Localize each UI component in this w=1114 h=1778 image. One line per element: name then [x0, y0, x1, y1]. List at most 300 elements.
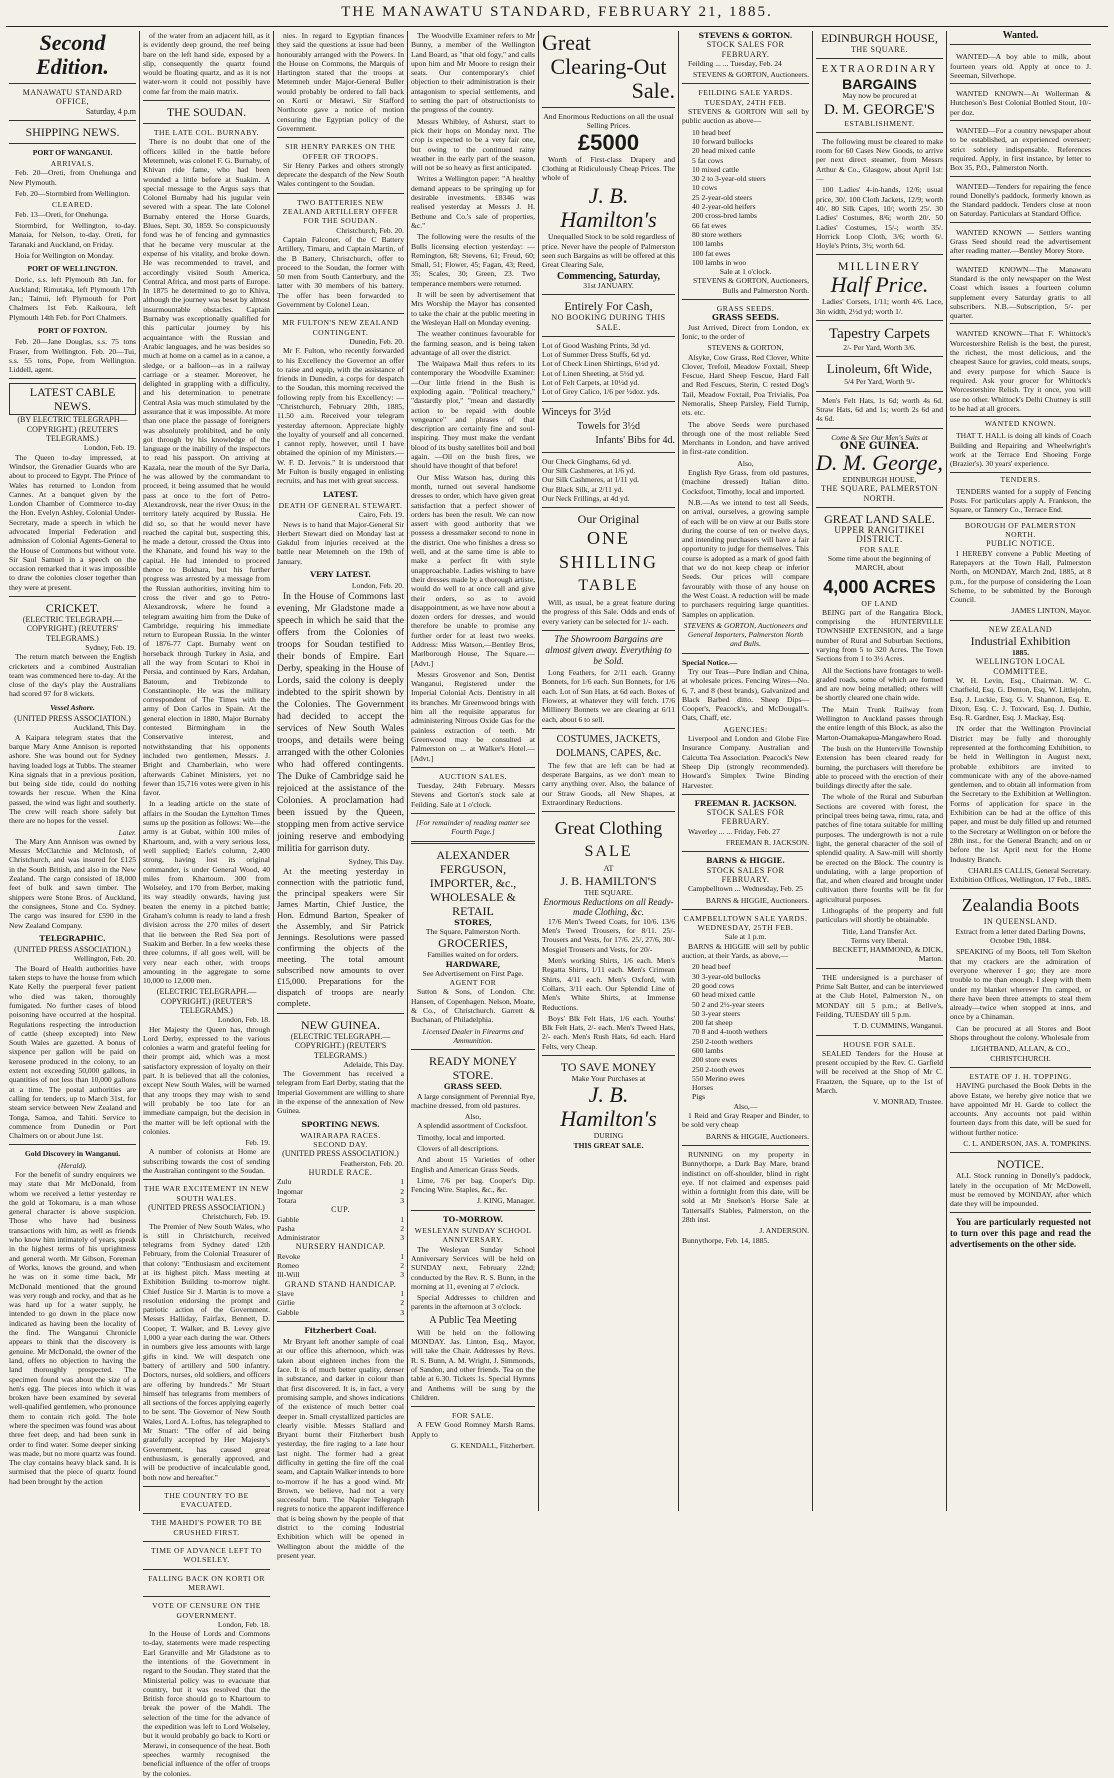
london18b: London, Feb. 18. — [217, 1619, 270, 1629]
feb19: Feb. 19. — [245, 1138, 270, 1148]
particular: You are particularly requested not to turn over this page and read the advertisements on the other side. — [950, 1217, 1091, 1250]
vessel-sub: (UNITED PRESS ASSOCIATION.) — [14, 714, 131, 724]
tele-place: Wellington, Feb. 20. — [73, 954, 136, 964]
col2-top: of the water from an adjacent hill, as it is evidently deep ground, the reef being bare on the left hand side, exposed by a slip, consequently the quartz found would be floating quartz, and as it is not water-worn it could not possibly have come far from the main matrix. — [143, 31, 270, 96]
stock-item: 10 head beef — [692, 127, 731, 137]
result-place: 2 — [400, 1261, 404, 1271]
wanted-3: WANTED—For a country newspaper about to be established, an experienced overseer; strict sobriety indispensable. References required. Apply, in first instance, by letter to Box 35, P.O., Palmerston North. — [950, 123, 1091, 176]
stock-item: 20 head mixed cattle — [692, 146, 756, 156]
columns — [6, 30, 1108, 1778]
shirts: Men's working Shirts, 1/6 each. Men's Regatta Shirts, 1/11 each. Men's Crimean Shirts, 4/11 each. Men's Oxford, with Collars, 3/11 each. Our Splendid Line of Men's White Shirts, at Immense Reductions. — [542, 956, 675, 1012]
bh-also: Also,— — [733, 1101, 758, 1111]
checks-list — [542, 457, 675, 503]
wholesale: WHOLESALE & RETAIL — [430, 889, 516, 918]
winceys: Winceys for 3½d — [542, 406, 611, 418]
fitz-heading: Fitzherbert Coal. — [304, 1325, 377, 1335]
unequalled: Unequalled Stock to be sold regardless of price. Never have the people of Palmerston seen such Bargains as will be offered at this Great Clearing Sale, — [542, 232, 675, 270]
leading-text: In a leading article on the state of affairs in the Soudan the Lyttelton Times sums up the position as follows: We—the army is at Gubat, within 100 miles of Khartoum, and, with a very serious loss, well supplied; Earle's column, 2,400 strong, having lost its original commander, is under General Wood, 40 miles from Khartoum. 300 from Wolseley, and 170 from Berber, making its way steadily onwards, having just beaten the enemy in a pitched battle; Graham's column is ready to land a fresh division across the 270 miles of desert that lie between the Red Sea port of Suakim and Berber. In a few weeks these three columns, if all goes well, will be very near each other, with troops amounting in the aggregate to some 10,000 to 12,000 men. — [143, 799, 270, 986]
linoleum: Linoleum, 6ft Wide, — [826, 361, 933, 377]
chch20: Christchurch, Feb. 20. — [336, 225, 404, 235]
result-horse: Romeo — [277, 1261, 299, 1271]
masthead — [6, 4, 1108, 27]
result-horse: Slave — [277, 1288, 294, 1298]
writes-text: Writes a Wellington paper: "A healthy demand appears to be springing up for desirable investments. £8346 was realised yesterday at Messrs J. H. Bethune and Co.'s sale of properties, &c." — [411, 174, 535, 230]
sg-stock: STOCK SALES FOR FEBRUARY. — [706, 40, 785, 59]
agencies: AGENCIES: — [723, 724, 768, 734]
column-1 — [6, 31, 140, 1511]
wanted-7: WANTED KNOWN—That F. Whittock's Worcestershire Relish is the best, the purest, the richest, the most delicious, and the cheapest Sauce for gravies, cold meats, soups, and every purpose for which Sauce is required. Ask your grocer for Whittock's Worcestershire Relish. Try it once, you will use no other. Whittock's Delhi Chutney is still to be had at all grocers. — [950, 326, 1091, 417]
half-price: Half Price. — [830, 272, 929, 298]
felt-hats: Men's Felt Hats, 1s 6d; worth 4s 6d. Straw Hats, 6d and 1s; worth 2s 6d and 4s 6d. — [816, 395, 943, 424]
tomorrow-heading: TO-MORROW. — [443, 1214, 503, 1224]
advert-text: It will be seen by advertisement that Mrs Worship the Mayor has consented to take the chair at the public meeting in the Wesleyan Hall on Monday evening. — [411, 290, 535, 327]
tele-text: The Board of Health authorities have taken steps to have the house from which Kate Kelly the puerperal fever patient who died was taken, thoroughly fumigated. No further cases of blood poisoning have occurred at the hospital. Regulations respecting the introduction of cattle (sheep excepted) into New South Wales are gazetted. A bonus of sixpence per gallon will be paid on kerosene produced in the colony, to an extent not exceeding 50,000 gallons, in quantities of not less than 10,000 gallons at a time. The postal authorities are calling for tenders, up to March 31st, for steam service between New Zealand and Tonga, Samoa, and Tahiti. Service to commence from Dunedin or Port Chalmers on or about June 1st. — [9, 963, 136, 1141]
stock-item: 50 3-year steers — [692, 1008, 741, 1018]
running: RUNNING on my property in Bunnythorpe, a Dark Bay Mare, brand indistinct on off-shoulder, blind in right eye. If not claimed and expenses paid within a fortnight from this date, will be sold at Mr Snelson's Horse Sale at Tattersall's Stables, Palmerston, on the 28th inst. — [682, 1149, 809, 1225]
bh-head: BARNS & HIGGIE. — [706, 856, 785, 866]
departures: Stormbird, for Wellington, to-day. Manaia, for Nelson, to-day. Oreti, for Taranaki and Auckland, on Friday. — [9, 220, 136, 249]
kendall: G. KENDALL, Fitzherbert. — [450, 1441, 535, 1450]
cable-sub: (BY ELECTRIC TELEGRAPH—COPYRIGHT.) (REUTER'S TELEGRAMS.) — [17, 415, 128, 444]
tapestry: Tapestry Carpets — [828, 326, 930, 343]
bibs: Infants' Bibs for 4d. — [595, 434, 675, 446]
tap-price: 2/- Per Yard, Worth 3/6. — [843, 343, 916, 353]
time-heading: TIME OF ADVANCE LEFT TO WOLSELEY. — [151, 1546, 262, 1565]
port-wellington: PORT OF WELLINGTON. — [27, 264, 118, 274]
worth-text: Worth of First-class Drapery and Clothing at Ridiculously Cheap Prices. The whole of — [542, 154, 675, 183]
grand-results — [277, 1289, 404, 1317]
col3-top: nies. In regard to Egyptian finances they said the questions at issue had been honourably arranged with the Powers. In the House on Commons, the Marquis of Hartington stated that the troops at Metemneh under Major-General Buller would probably be ordered to fall back on Korti or Merawi. Sir Stafford Northcote gave a notice of motion censuring the Egyptian policy of the Government. — [277, 31, 404, 133]
arrival-2: Feb. 20—Stormbird from Wellington. — [15, 189, 131, 199]
result-place: 1 — [400, 1214, 404, 1224]
stock-item: 10 cows — [692, 183, 718, 193]
stock-item: 600 lambs — [692, 1045, 724, 1055]
result-place: 3 — [400, 1270, 404, 1280]
column-2 — [140, 31, 274, 1778]
result-horse: Pasha — [277, 1223, 295, 1233]
check-item: Our Check Ginghams, 6d yd. — [542, 456, 632, 466]
millinery: MILLINERY — [837, 259, 922, 274]
one-shilling: ONE SHILLING — [559, 528, 658, 573]
lime: Lime, 7/6 per bag. Cooper's Dip. Fencing Wire. Staples, &c., &c. — [411, 1175, 535, 1195]
wesleyan-text: The Wesleyan Sunday School Anniversary Services will be held on SUNDAY next, February 22nd; conducted by the Rev. R. S. Bunn, in the morning at 11, evening at 7 o'clock. — [411, 1244, 535, 1291]
gs-eng: English Rye Grass, from old pastures, (machine dressed) Italian ditto. Cocksfoot, Timothy, local and imported. — [682, 468, 809, 496]
tenders-text: TENDERS wanted for a supply of Fencing Posts. For particulars apply A. Frankson, the Square, or Tannery Co., Terrace End. — [950, 484, 1091, 519]
mails: Hoia for Wellington on Monday. — [15, 250, 114, 260]
result-horse: Gabble — [277, 1307, 299, 1317]
later-text: The Mary Ann Annison was owned by Messrs McClatchie and McIntosh, of Christchurch, and was insured for £125 in the South British, and also in the New Zealand. The cargo consisted of 18,000 feet of bulk and sawn timber. The shippers were Stone Bros. of Auckland, the consignees, Stone and Co. Sydney. The cargo was insured for £590 in the New Zealand Company. — [9, 836, 136, 930]
cairo-place: Cairo, Feb. 19. — [358, 510, 404, 520]
sq-2: THE SQUARE, PALMERSTON NORTH. — [820, 484, 938, 503]
railway: The Main Trunk Railway from Wellington to Auckland passes through the entire length of this Block, as also the Marton-Otamakapua-Mangawhero Road. — [816, 704, 943, 742]
result-place: 1 — [400, 1251, 404, 1261]
stock-item: 100 fat ewes — [692, 248, 731, 258]
stock-item: 200 cross-bred lambs — [692, 211, 757, 221]
sale-word: Sale. — [631, 78, 675, 103]
agencies-text: Liverpool and London and Globe Fire Insurance Company. Australian and Calcutta Tea Association. Peacock's New Sheep Dip (strongly recommended). Howard's Simplex Twine Binding Harvester. — [682, 734, 809, 790]
groceries: GROCERIES, — [438, 936, 508, 951]
wesleyan-heading: WESLEYAN SUNDAY SCHOOL ANNIVERSARY. — [414, 1226, 532, 1245]
extract: Extract from a letter dated Darling Downs, October 19th, 1884. — [955, 926, 1086, 946]
edition-heading: Second Edition. — [36, 30, 109, 79]
house-for-sale: HOUSE FOR SALE. — [843, 1039, 916, 1049]
parkes-heading: SIR HENRY PARKES ON THE OFFER OF TROOPS. — [285, 142, 396, 161]
agent-for: AGENT FOR — [449, 978, 497, 988]
anderson: J. ANDERSON. — [759, 1226, 809, 1236]
stock-item: 60 head mixed cattle — [692, 990, 756, 1000]
great-clothing: Great Clothing — [554, 818, 663, 839]
hats: Boys' Blk Felt Hats, 1/6 each. Youths' Blk Felt Hats, 2/- each. Men's Tweed Hats, 2/- each. Men's Rush Hats, 6d each. Hard Felts, very Cheap. — [542, 1013, 675, 1051]
gold-text: For the benefit of sundry enquirers we may state that Mr McDonald, from whom we received a letter yesterday re the gold at Tokomaru, is a man whose general character is above suspicion. Those who have had business transactions with him, as well as friends who know him intimately of years, speak in the highest terms of his uprightness and general worth. Mr Gibson, Foreman of Works, knows the ground, and when he was on it some time back, Mr McDonald mentioned that the ground was very rough and rocky, and that as he was hard up for a water supply, he intended to go down in the place now indicated as having been the locality of the find. The Wanganui Chronicle appears to think that the discovery is genuine. Mr McDonald, the owner of the land, offers no objection to having the land thoroughly prospected. The specimen found was about the size of a hen's egg. The pieces into which it was broken have been examined by several well-qualified gentlemen, who pronounce them to contain rich gold. The hole where the specimen was found was about three feet deep, and had been sunk in order to find water. Some deeper sinking was made, but no more quartz was found. The clay contains heavy black sand. It is surmised that the piece of quartz found had been brought by the action — [9, 1169, 136, 1486]
table-text: Will, as usual, be a great feature during the progress of this Sale. Odds and ends of every variety can be selected for 1/- each. — [542, 598, 675, 626]
lots-list — [542, 341, 675, 397]
grosvenor-text: Messrs Grosvenor and Son, Dentist Wanganui, Registered under the Imperial Colonial Acts. Dentistry in all its branches. Mr Greenwood brings with him all the requisite apparatus for administering Nitrous Oxide Gas for the painless extraction of teeth. Mr Greenwood may be consulted at Palmerston on ... at Walker's Hotel.—[Advt.] — [411, 669, 535, 763]
bh-stock-list — [682, 962, 809, 1101]
the-square: THE SQUARE. — [584, 887, 633, 897]
importer: IMPORTER, &c., — [429, 875, 517, 890]
special-notice: Special Notice.— — [682, 657, 738, 667]
result-horse: Ill-Will — [277, 1270, 300, 1280]
linton: JAMES LINTON, Mayor. — [1011, 606, 1091, 616]
lot-item: Lot of Good Washing Prints, 3d yd. — [542, 340, 651, 350]
having: HAVING purchased the Book Debts in the above Estate, we hereby give notice that we have appointed Mr H. Garde to collect the accounts. Any accounts not paid within fourteen days from this date, will be sued for without further notice. — [950, 1081, 1091, 1137]
fall-heading: FALLING BACK ON KORTI OR MERAWI. — [148, 1573, 265, 1592]
column-4 — [408, 31, 539, 1511]
stores: STORES, — [454, 917, 492, 927]
enormous: Enormous Reductions on all Ready-made Clothing, &c. — [543, 896, 674, 917]
wanted-1: WANTED—A boy able to milk, about fourteen years old. Apply at once to J. Seeeman, Silverhope. — [950, 49, 1091, 84]
grand-heading: GRAND STAND HANDICAP. — [284, 1279, 397, 1289]
watson-text: Our Miss Watson has, during this month, turned out several handsome dresses to order, which have given great satisfaction that a perfect shower of orders has been the result. We can now assert with good authority that we possess a dressmaker second to none in the district. One who finishes a dress so well, and at the same time is able to make a perfect fit with style unapproachable. Ladies wishing to have their dresses made by a thorough artiste, would do well to at once call and give their orders, so as to avoid disappointment, as we have now about a dozen orders for dresses, and would therefore be unable to promise any further order for at least two weeks. Address: Miss Watson,—Bentley Bros, Marlborough House, The Square.—[Advt.] — [411, 472, 535, 668]
fitz-text: Mr Bryant left another sample of coal at our office this afternoon, which was taken about eighteen inches from the face. It is of much better quality, denser in substance, and darker in colour than that first discovered. It is, in fact, a very promising sample, and shows indications of the existence of much better coal deeper in. Small crystallized particles are clearly visible. Messrs Stallard and Bryant burnt their Fitzherbert bush yesterday, the fire raging to a late hour last night. The former had a great difficulty in getting the fire off the coal seam, and Captain Walker intends to bore to-morrow if he has a good wind. Mr Brown, we believe, had not a very successful burn. The Napier Telegraph regrets to notice the apparent indifference that is being shown by the people of that district to the coming Industrial Exhibition which will be opened in Wellington about the middle of the present year. — [277, 1337, 404, 1560]
result-place: 2 — [400, 1186, 404, 1196]
gs-sg: STEVENS & GORTON, — [707, 343, 784, 353]
arrivals-label: ARRIVALS. — [50, 159, 95, 169]
fulton-heading: MR FULTON'S NEW ZEALAND CONTINGENT. — [282, 318, 399, 337]
sg-feilding: Feilding ... ... Tuesday, Feb. 24 — [688, 58, 782, 68]
original: Our Original — [577, 512, 640, 527]
whitby-text: Messrs Whibley, of Ashurst, start to pick their hops on Monday next. The crop is expected to be a very fair one, but owing to the continued rainy weather in the early part of the season, will not be so heavy as first anticipated. — [411, 116, 535, 173]
of-land: OF LAND — [861, 598, 898, 608]
edin-2: EDINBURGH HOUSE, — [842, 475, 917, 485]
monrad: V. MONRAD, Trustee. — [872, 1097, 943, 1107]
tea-text: Will be held on the following MONDAY. Jas. Linton, Esq., Mayor, will take the Chair. Addresses by Revs. R. S. Bunn, A. M. Wright, J. Simmonds, of Sandon, and other friends. Tea on the table at 6.30. Tickets 1s. Special Hymns and Anthems will be sung by the Children. — [411, 1327, 535, 1402]
tele-sub: (UNITED PRESS ASSOCIATION.) — [14, 945, 131, 955]
extraordinary: EXTRAORDINARY — [821, 64, 938, 76]
woodville-text: The Woodville Examiner refers to Mr Bunny, a member of the Wellington Land Board, as "that old fogy," and calls upon him and Mr Moore to resign their seats. Our contemporary's chief objection to their administration is their antagonism to special settlements, and to setting the part of obstructionists to the progress of the country. — [411, 31, 535, 115]
stock-item: 80 store wethers — [692, 229, 742, 239]
gs-sig: STEVENS & GORTON, Auctioneers and General Importers, Palmerston North and Bulls. — [683, 620, 808, 649]
check-item: Our Neck Frillings, at 4d yd. — [542, 493, 630, 503]
come-see: Come & See Our Men's Suits at — [831, 432, 928, 442]
king-manager: J. KING, Manager. — [477, 1196, 535, 1206]
nobooking: NO BOOKING DURING THIS SALE. — [551, 313, 666, 332]
fulton-text: Mr F. Fulton, who recently forwarded to his Excellency the Governor an offer to raise and equip, with the assistance of friends in Dunedin, a corps for despatch to the Soudan, this morning received the following reply from his Excellency: — "Christchurch, February 20th, 1885, 11.50 a.m. Received your telegram yesterday afternoon. Appreciate highly the loyalty of yourself and all concerned. I cannot reply, however, until I have obtained the opinion of my Ministers.—W. F. D. Jervois." It is understood that Mr Fulton is busily engaged in enlisting recruits, and has met with great success. — [277, 346, 404, 486]
five-thousand: £5000 — [577, 129, 640, 155]
special-addresses: Special Addresses to children and parents in the afternoon at 3 o'clock. — [411, 1293, 535, 1312]
edin-square: THE SQUARE. — [850, 45, 909, 54]
costumes-text: The few that are left can be had at desperate Bargains, as we don't mean to carry anything over. Also, the balance of our Straw Goods, all New Shapes, at Extraordinary Reductions. — [542, 760, 675, 807]
result-horse: Girlie — [277, 1298, 295, 1308]
fj-stock: STOCK SALES FOR FEBRUARY. — [706, 808, 785, 827]
stock-item: 550 Merino ewes — [692, 1073, 745, 1083]
mil-text: Her Majesty the Queen has, through Lord Derby, expressed to the various colonies a warm and grateful feeling for their prompt aid, which was a most satisfactory expression of loyalty on their part. It is believed that all the colonies, except New South Wales, will be warned that any troops they may wish to send will probably be too late for an immediate campaign, but the decision in the matter will be left optional with the colonies. — [143, 1024, 270, 1136]
house-text: In the House of Lords and Commons to-day, statements were made respecting Earl Granville and Mr Gladstone as to the intentions of the Government in regard to the Soudan. They stated that the Ministerial policy was to evacuate that country, but it was resolved that the British force should go to Khartoum to break the power of the Mahdi. The selection of the time for the advance of the expedition was left to Lord Wolseley, but it would probably go back to Korti or Merawi, in consequence of the heat. Both speeches warmly recognised the beneficial influence of the offer of troops by the colonies. — [143, 1629, 270, 1778]
result-horse: Ingomar — [277, 1186, 303, 1196]
great: Great — [542, 30, 591, 55]
check-item: Our Silk Cashmeres, at 1/6 yd. — [542, 465, 636, 475]
gs-above: The above Seeds were purchased through one of the most reliable Seed Merchants in London, and have arrived in first-rate condition. — [682, 419, 809, 457]
timothy: Timothy, local and imported. — [417, 1132, 506, 1142]
sale-1: Sale at 1 o'clock. — [719, 267, 772, 277]
race-result — [277, 1289, 404, 1298]
cricket-text: The return match between the English cricketers and a combined Australian team was commenced here to-day. At the close of the day's play the Australians had scored 97 for 8 wickets. — [9, 652, 136, 699]
corsets: Ladies' Corsets, 1/11; worth 4/6. Lace, 3in width, 2½d yd; worth 1/. — [816, 297, 943, 316]
cricket-heading: CRICKET. — [45, 601, 100, 616]
public-notice: PUBLIC NOTICE. — [986, 539, 1055, 549]
clearing-out: Clearing-Out — [550, 54, 667, 79]
bunnythorpe: Bunnythorpe, Feb. 14, 1885. — [682, 1235, 770, 1245]
one-guinea: ONE GUINEA. — [840, 440, 919, 452]
race-result — [277, 1233, 404, 1242]
foxton-text: Feb. 20—Jane Douglas, s.s. 75 tons Fraser, from Wellington. Feb. 20—Tui, s.s. 55 tons, Pope, from Wellington. Liddell, agent. — [9, 337, 136, 375]
bh-camp: Campbelltown ... Wednesday, Feb. 25 — [688, 884, 803, 894]
bush: The bush on the Hunterville Township Extension has been cleared ready for burning, the purchasers will therefore be able to proceed with the erection of their buildings directly after the sale. — [816, 743, 943, 791]
stock-item: 70 8 and 4-tooth wethers — [692, 1027, 768, 1037]
nursery-heading: NURSERY HANDICAP. — [295, 1242, 386, 1252]
column-6 — [679, 31, 813, 1511]
burnaby-heading: THE LATE COL. BURNABY. — [153, 128, 260, 138]
wed: WEDNESDAY, 25TH FEB. — [697, 923, 794, 933]
hurdle-heading: HURDLE RACE. — [308, 1168, 373, 1178]
vote-heading: VOTE OF CENSURE ON THE GOVERNMENT. — [152, 1601, 261, 1620]
litho: Lithographs of the property and full particulars will shortly be obtainable. — [816, 906, 943, 925]
sale-2: SALE — [584, 843, 633, 861]
sg-head: STEVENS & GORTON. — [698, 31, 793, 40]
parkes-text: Sir Henry Parkes and others strongly deprecate the despatch of the New South Wales contingent to the Soudan. — [277, 160, 404, 189]
forsale-heading: FOR SALE. — [451, 1411, 495, 1421]
war-heading: THE WAR EXCITEMENT IN NEW SOUTH WALES. — [143, 1184, 270, 1203]
bh-sig2: BARNS & HIGGIE, Auctioneers. — [705, 1131, 809, 1141]
suits: 17/6 Men's Tweed Coats, for 10/6. 13/6 Men's Tweed Trousers, for 8/11. 25/- Trousers and Vests, for 17/6. 25/, 27/6, 30/- Mosgiel Trousers and Vests, for 20/- — [542, 916, 675, 954]
stock-item: 200 fat sheep — [692, 1018, 733, 1028]
upa-sub: (UNITED PRESS ASSOCIATION.) — [148, 1202, 265, 1212]
race-result — [277, 1308, 404, 1317]
result-place: 3 — [400, 1233, 404, 1243]
tuesday: TUESDAY, 24TH FEB. — [704, 97, 787, 107]
this-great-sale: THIS GREAT SALE. — [573, 1140, 644, 1150]
adelaide-place: Adelaide, This Day. — [343, 1059, 404, 1069]
london20: London, Feb. 20. — [351, 581, 404, 591]
death-text: News is to hand that Major-General Sir Herbert Stewart died on Monday last at Gakdul from injuries received at the battle near Metemneh on the 19th of January. — [277, 519, 404, 566]
cable-text: The Queen to-day impressed, at Windsor, the Grenadier Guards who are about to proceed to Egypt. The Prince of Wales has returned to London from Cannes. At a banquet given by the London Chamber of Commerce to-day the Hon. Evelyn Ashley, Colonial Under-Secretary, made a speech in which he advocated Imperial Federation and admission of Colonial Agents-General to the House of Commons but without vote. Sir Saul Samuel in a speech on the occasion remarked that it was impossible to draw the colonies closer together than they were at present. — [9, 452, 136, 592]
later-label: Later. — [118, 827, 136, 837]
result-place: 2 — [400, 1223, 404, 1233]
result-place: 3 — [400, 1307, 404, 1317]
result-horse: Gabble — [277, 1214, 299, 1224]
death-heading: DEATH OF GENERAL STEWART. — [278, 500, 403, 510]
batt-text: Captain Falconer, of the C Battery Artillery, Timaru, and Captain Martin, of the B Battery, Christchurch, offer to proceed to the Soudan, the former with 50 men from South Canterbury, and the latter with 30 members of his battery. The offer has been forwarded to Government by Colonel Lean. — [277, 234, 404, 310]
stock-item: 5 fat cows — [692, 155, 724, 165]
column-7 — [813, 31, 947, 1511]
square-address: The Square, Palmerston North. — [425, 926, 521, 936]
colonist-text: A number of colonists at Home are subscribing towards the cost of sending the Australian contingent to the Soudan. — [143, 1147, 270, 1176]
year: 1885. — [1011, 648, 1030, 658]
stock-item: 25 2-year-old steers — [692, 192, 753, 202]
stock-item: 250 2-tooth wethers — [692, 1036, 753, 1046]
industrial: Industrial Exhibition — [970, 634, 1071, 649]
hurdle-results — [277, 1177, 404, 1205]
port-wanganui: PORT OF WANGANUI. — [32, 147, 113, 157]
stock-item: Pigs — [692, 1092, 706, 1102]
gs-sub: GRASS SEEDS. — [711, 312, 780, 323]
result-horse: Revoke — [277, 1251, 301, 1261]
upper-rangitikei: UPPER RANGITIKEI DISTRICT. — [834, 525, 925, 545]
result-place: 2 — [400, 1298, 404, 1308]
stock-item: 66 fat ewes — [692, 220, 727, 230]
mahdi-heading: THE MAHDI'S POWER TO BE CRUSHED FIRST. — [150, 1518, 263, 1537]
for-sale: FOR SALE — [859, 544, 900, 554]
lot-item: Lot of Check Linen Shirtings, 6½d yd. — [542, 359, 660, 369]
feather-place: Featherston, Feb. 20. — [340, 1158, 404, 1168]
rams-text: A FEW Good Romney Marsh Rams. Apply to — [411, 1420, 535, 1439]
wanted-4: WANTED—Tenders for repairing the fence round Donelly's paddock, formerly known as the Standard paddock. Tenders close at noon on Saturday. Particulars at Standard Office. — [950, 179, 1091, 223]
stock-item: 100 lambs in woo — [692, 257, 747, 267]
sydney-place: Sydney, This Day. — [348, 856, 404, 866]
sometime: Some time about the beginning of MARCH, about — [827, 553, 932, 573]
anderson-tompkins: C. L. ANDERSON, JAS. A. TOMPKINS. — [963, 1138, 1091, 1148]
soudan-heading: THE SOUDAN. — [166, 105, 247, 120]
tea-heading: A Public Tea Meeting — [429, 1314, 517, 1326]
dm-george: D. M. GEORGE'S — [823, 101, 936, 118]
notice-heading: NOTICE. — [997, 1157, 1044, 1172]
nursery-results — [277, 1252, 404, 1280]
january: 31st JANUARY. — [583, 280, 634, 290]
result-place: 1 — [400, 1177, 404, 1187]
being: BEING part of the Rangatira Block, comprising the HUNTERVILLE TOWNSHIP EXTENSION, and a large number of Rural and Suburban Sections, varying from 5 to 320 Acres. The Town Sections from 1 to 3½ Acres. — [816, 607, 943, 664]
vessel-heading: Vessel Ashore. — [50, 702, 95, 712]
cable-place: London, Feb. 19. — [83, 443, 136, 453]
cash: Entirely For Cash, — [564, 299, 653, 314]
tenders-house: SEALED Tenders for the House at present occupied by the Rev. C. Garfield will be received at the Shop of Mr C. Fraatzen, the Square, up to the 1st of March. — [816, 1048, 943, 1096]
vlatest-heading: VERY LATEST. — [310, 570, 371, 580]
following-text: The following were the results of the Bulls licensing election yesterday: —Remington, 68; Stevens, 61; Freud, 60; Small, 51; Flower, 45; Fagan, 43; Reed, 35; Scales, 30; Green, 23. Two temperance members were returned. — [411, 232, 535, 288]
whole: The whole of the Rural and Suburban Sections are covered with forest, the principal trees being tawa, rimu, rata, and patches of fine totara suitable for milling purposes. The undergrowth is not a rule light, the general character of the soil of splendid quality. A Saw-mill will shortly be erected on the Block. The country is undulating, with a large proportion of flat, and when cleared and brought under cultivation there fourths will be fit for agricultural purposes. — [816, 792, 943, 904]
evac-heading: THE COUNTRY TO BE EVACUATED. — [164, 1490, 249, 1510]
lot-item: Lot of Grey Calico, 1/6 per ½doz. yds. — [542, 387, 660, 397]
gs-just: Just Arrived, Direct from London, ex Ionic, to the order of — [682, 322, 809, 341]
waipawa-text: The Waipawa Mail thus refers to its contemporary the Woodville Examiner: —Our little friend in the Bush is exploding again. "Political treachery," "dastardly plot," "mean and dastardly action to be repaid with double vengeance" and phrases of that description are certainly fine and soul-inspiring. They must make the verdant blood of its bushy satellites boil and boil again. —Oil on the bush fires, we should have thought of that before! — [411, 359, 535, 471]
establishment: ESTABLISHMENT. — [844, 118, 915, 128]
during: DURING — [593, 1131, 624, 1141]
shipping-heading: SHIPPING NEWS. — [25, 124, 120, 139]
commencing: Commencing, Saturday, — [556, 270, 661, 282]
csy: CAMPBELLTOWN SALE YARDS. — [683, 913, 808, 923]
cup-results — [277, 1215, 404, 1243]
check-item: Our Silk Cashmeres, at 1/11 yd. — [542, 475, 639, 485]
remainder-note: [For remainder of reading matter see Fourth Page.] — [416, 818, 530, 837]
at: AT — [603, 864, 614, 874]
fj-wav: Waverley ... ... Friday, Feb. 27 — [688, 826, 780, 836]
lot-item: Lot of Summer Dress Stuffs, 6d yd. — [542, 350, 651, 360]
gold-sub: (Herald). — [58, 1160, 87, 1170]
fsy: FEILDING SALE YARDS. — [698, 88, 793, 98]
clovers: Clovers of all descriptions. — [417, 1143, 499, 1153]
wanted-known: WANTED KNOWN. — [984, 419, 1057, 429]
race-result — [277, 1177, 404, 1186]
hamilton-1: J. B. Hamilton's — [560, 183, 657, 233]
bh-stock: STOCK SALES FOR FEBRUARY. — [706, 865, 785, 884]
table-word: TABLE — [578, 577, 639, 595]
bh-sig: BARNS & HIGGIE, Auctioneers. — [705, 895, 809, 905]
race-result — [277, 1196, 404, 1205]
stock-list — [682, 128, 809, 267]
race-result — [277, 1252, 404, 1261]
stock-item: 30 3-year-old bullocks — [692, 971, 761, 981]
check-item: Our Black Silk, at 2/11 yd. — [542, 484, 624, 494]
london18: London, Feb. 18. — [217, 1015, 270, 1025]
stock-item: 200 store ewes — [692, 1055, 738, 1065]
zealandia-boots: Zealandia Boots — [961, 895, 1080, 916]
result-horse: Zulu — [277, 1177, 292, 1187]
fj-sig: FREEMAN R. JACKSON. — [725, 838, 809, 848]
batt-heading: TWO BATTERIES NEW ZEALAND ARTILLERY OFFER FOR THE SOUDAN. — [282, 197, 399, 226]
race-result — [277, 1298, 404, 1307]
edinburgh-house: EDINBURGH HOUSE, — [821, 31, 938, 45]
gs-head: GRASS SEEDS. — [716, 304, 775, 314]
chch-place: Christchurch, Feb. 19. — [202, 1212, 270, 1222]
gs-also: Also, — [737, 458, 754, 468]
great-land-sale: GREAT LAND SALE. — [824, 512, 935, 527]
wellington-text: Doric, s.s. left Plymouth 8th Jan. for Auckland; Rimutaka, left Plymouth 17th Jan.; Tainui, left Plymouth for Port Chalmers 1st Feb. Kaikoura, left Plymouth 14th Feb. for Port Chalmers. — [9, 275, 136, 322]
wlc: WELLINGTON LOCAL COMMITTEE. — [975, 657, 1066, 676]
also: Also, — [464, 1112, 482, 1122]
agent-text: Sutton & Sons, of London. Chr. Hansen, of Copenhagen. Nelson, Moate, & Co., of Christchurch. Garrett & Buchanan, of Philadelphia. — [411, 987, 535, 1025]
about-varieties: And about 15 Varieties of other English and American Grass Seeds. — [411, 1155, 535, 1174]
wanted-8: THAT T. HALL is doing all kinds of Coach Building and Repairing and Wheelwright's work at the Terrace End Shoeing Forge (Brazier's). 30 years' experience. — [950, 428, 1091, 472]
vessel-text: A Kaipara telegram states that the barque Mary Anne Annison is reported ashore. She was bound out for Sydney having loaded logs at Tubbs. The steamer Kina signals that in a previous position, but being side tide, could do nothing towards her rescue. When the Kina passed, the wind was light and southerly. The crew will reach shore safely but there are no hopes for the vessel. — [9, 732, 136, 826]
stock-item: 20 head beef — [692, 962, 731, 972]
bh-reaper: 1 Reid and Gray Reaper and Binder, to be sold very cheap — [682, 1111, 809, 1130]
wanted-6: WANTED KNOWN—The Manawatu Standard is the only newspaper on the West Coast which issues a fourteen column supplement every Saturday gratis to all subscribers. N.B.—Subscription, 5/- per quarter. — [950, 262, 1091, 325]
obtain: Can be procured at all Stores and Boot Shops throughout the colony. Wholesale from — [950, 1023, 1091, 1043]
result-horse: Totara — [277, 1195, 297, 1205]
cup-heading: CUP. — [331, 1205, 350, 1215]
race-result — [277, 1270, 404, 1279]
costumes: COSTUMES, JACKETS, DOLMANS, CAPES, &c. — [555, 733, 662, 759]
result-place: 1 — [400, 1288, 404, 1298]
result-horse: Administrator — [277, 1233, 320, 1243]
sg-sig2: STEVENS & GORTON, Auctioneers, Bulls and Palmerston North. — [692, 276, 809, 295]
guinea-sub: (ELECTRIC TELEGRAPH.—COPYRIGHT.) (REUTER'S TELEGRAMS.) — [290, 1031, 391, 1060]
may-procured: May now be procured at — [842, 91, 917, 101]
beckett: BECKETT, HAMMOND, & DICK, Marton. — [832, 945, 943, 964]
stock-item: 30 2 to 3-year-old steers — [692, 174, 766, 184]
stock-item: 20 good cows — [692, 980, 735, 990]
wanted-2: WANTED KNOWN—At Wollerman & Hutcheson's Best Colonial Bottled Stout, 10/- per doz. — [950, 86, 1091, 121]
office-time: Saturday, 4 p.m — [85, 106, 136, 116]
auction-heading: AUCTION SALES. — [438, 771, 508, 781]
arrival-1: Feb. 20—Oreti, from Onehunga and New Plymouth. — [9, 168, 136, 187]
vl-text: In the House of Commons last evening, Mr Gladstone made a speech in which he said that the offers from the Colonies of troops for Soudan testified to their bonds of Empire. Earl Derby, speaking in the House of Lords, said the colony is deeply indebted to the spirit shown by the Colonies. The Government had decided to accept the services of New South Wales troops, and details were being arranged with the other Colonies who had offered contingents. The Duke of Cambridge said he rejoiced at the assistance of the Colonies. A proclamation had been issued by the Queen, stopping men from active service joining reserve and embodying militia for garrison duty. — [277, 591, 404, 854]
groc-sub: Families waited on for orders. — [427, 950, 519, 960]
second-day: SECOND DAY. — [313, 1140, 368, 1150]
vessel-place: Auckland, This Day. — [73, 723, 136, 733]
grass-text: A large consignment of Perennial Rye, machine dressed, from old pastures. — [411, 1091, 535, 1110]
stock-item: 10 mixed cattle — [692, 164, 739, 174]
dm-george-2: D. M. George, — [816, 450, 943, 476]
callis: CHARLES CALLIS, General Secretary. Exhibition Offices, Wellington, 17 Feb., 1885. — [950, 865, 1091, 885]
